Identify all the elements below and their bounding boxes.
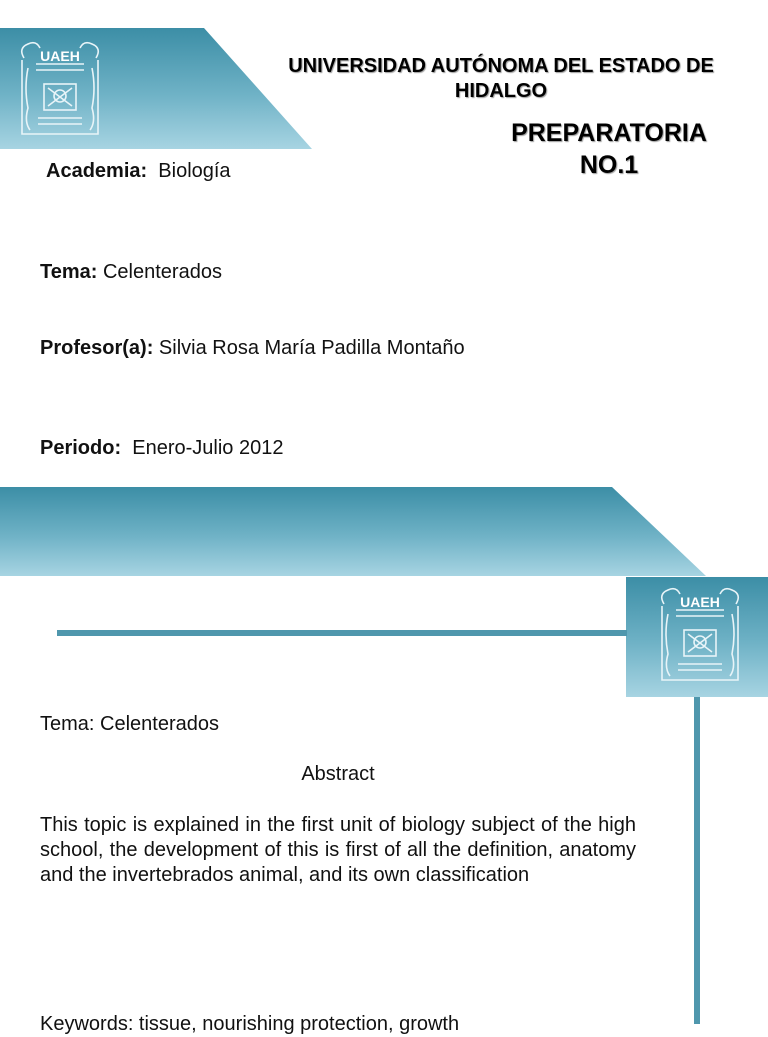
logo-text: UAEH xyxy=(40,48,80,64)
abstract-paragraph: This topic is explained in the first unit of biology subject of the high school, the development of this is first of all the definition, anatomy and the invertebrados animal, and its own classification xyxy=(40,814,636,886)
tema-value: Celenterados xyxy=(102,261,222,283)
uaeh-logo-icon xyxy=(654,584,746,688)
abstract-heading: Abstract xyxy=(301,763,375,785)
school-title: PREPARATORIA NO.1 xyxy=(511,119,707,179)
periodo-label: Periodo: xyxy=(40,437,122,459)
horizontal-rule xyxy=(57,630,627,636)
vertical-rule xyxy=(694,697,700,1024)
tema-heading: Tema: Celenterados xyxy=(40,713,219,735)
profesor-value: Silvia Rosa María Padilla Montaño xyxy=(158,337,465,359)
periodo-value: Enero-Julio 2012 xyxy=(132,437,284,459)
profesor-line xyxy=(40,337,465,360)
keywords-line: Keywords: tissue, nourishing protection, growth xyxy=(40,1013,460,1035)
logo-text: UAEH xyxy=(680,594,720,610)
academia-value: Biología xyxy=(158,160,231,182)
academia-label: Academia: xyxy=(46,160,148,182)
university-title: UNIVERSIDAD AUTÓNOMA DEL ESTADO DE HIDALGO xyxy=(288,55,714,102)
section-banner xyxy=(0,487,706,576)
periodo-line xyxy=(40,437,283,460)
profesor-label: Profesor(a): xyxy=(40,337,154,359)
uaeh-logo-icon xyxy=(14,38,106,142)
academia-line xyxy=(46,160,231,183)
tema-field-line xyxy=(40,261,222,284)
tema-label: Tema: xyxy=(40,261,98,283)
